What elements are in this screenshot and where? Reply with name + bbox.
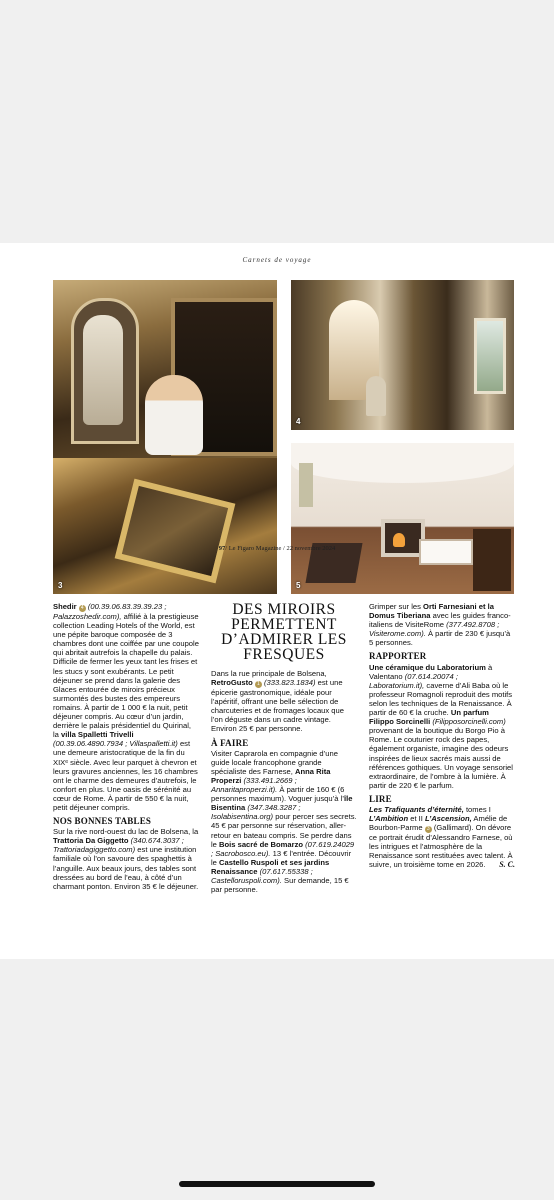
section-heading-rapporter: RAPPORTER: [369, 651, 427, 662]
author-signature: S. C.: [499, 860, 515, 870]
article-column-1: [53, 602, 199, 891]
bisentina-text: pour percer ses secrets. 45 € par personne sur réservation, aller-retour en bateau compris. Se perdre dans le: [211, 812, 357, 849]
magazine-page: [0, 243, 554, 959]
window: [299, 463, 313, 507]
section-heading-faire: À FAIRE: [211, 737, 249, 748]
shedir-name: Shedir: [53, 602, 77, 611]
seated-woman: [145, 375, 203, 455]
shedir-paragraph: [53, 602, 199, 812]
section-header: Carnets de voyage: [242, 256, 312, 264]
guide-name: Anna Rita Properzi: [211, 766, 331, 785]
tables-intro: Sur la rive nord-ouest du lac de Bolsena, la: [53, 827, 199, 837]
statue: [83, 315, 123, 425]
orti-contact: (377.492.8708 ; Visiterome.com).: [369, 620, 500, 639]
book-volume-2: L’Ascension,: [425, 814, 472, 824]
trattoria-text: est une institution familiale où l’on savoure des spaghettis à l’anguille. Aux beaux jours, des tables sont dressées au bord de l’eau, à côté d’un charmant ponton. Environ 35 € le déjeuner.: [53, 845, 199, 891]
pull-quote-headline: DES MIROIRS PERMETTENT D’ADMIRER LES FRESQUES: [221, 601, 347, 663]
section-heading-tables: NOS BONNES TABLES: [53, 816, 152, 827]
ruspoli-name: Castello Ruspoli et ses jardins Renaissance: [211, 857, 330, 876]
retrogusto-paragraph: [211, 669, 357, 734]
faire-paragraph: [211, 749, 357, 895]
shedir-contact: (00.39.06.83.39.39.23 ; Palazzoshedir.com),: [53, 602, 167, 621]
photo-number: 3: [58, 581, 63, 590]
voguer-intro: Voguer jusqu’à l’: [288, 794, 344, 804]
villa-intro: Au cœur d’un jardin, derrière le palais présidentiel du Quirinal, la: [53, 712, 192, 740]
photo-number: 5: [296, 581, 301, 590]
map-marker-icon: 1: [255, 681, 262, 688]
orti-price: À partir de 230 € jusqu’à 5 personnes.: [369, 629, 511, 648]
ceramique-loc: à Valentano: [369, 662, 493, 681]
ceramique-name: Une céramique du Laboratorium: [369, 662, 486, 672]
orti-intro: Grimper sur les: [369, 602, 421, 611]
bomarzo-name: Bois sacré de Bomarzo: [219, 839, 304, 849]
bisentina-name: île Bisentina: [211, 794, 353, 813]
faire-intro: Visiter Caprarola en compagnie d’une guide locale francophone grande spécialiste des Farnese,: [211, 748, 338, 776]
guide-text: À partir de 160 € (6 personnes maximum).: [211, 785, 345, 804]
section-heading-lire: LIRE: [369, 793, 392, 804]
retro-intro: Dans la rue principale de Bolsena,: [211, 669, 327, 678]
shedir-text: affilié à la prestigieuse collection Leading Hotels of the World, est une pépite baroque composée de 3 chambres dont une coiffée par une coupole qui abritait autrefois la chapelle du palais. Difficile de fermer les yeux tant les frises et les stucs y sont exubérants. Le petit déjeuner se prend dans la galerie des Glaces entourée de miroirs précieux surmontés des bustes des empereurs romains. À partir de 1 000 € la nuit, petit déjeuner compris.: [53, 612, 199, 722]
orti-paragraph: [369, 602, 515, 647]
guide-contact: (333.491.2669 ; Annaritaproperzi.it).: [211, 775, 297, 795]
villa-text: est une demeure aristocratique de la fin du XIXᵉ siècle. Avec leur parquet à chevron et leurs gravures anciennes, les 16 chambres ont le charme des demeures d’autrefois, le confort en plus. Une oasis de sérénité au cœur de Rome. À partir de 550 € la nuit, petit déjeuner compris.: [53, 739, 198, 812]
marble-bust: [366, 376, 386, 416]
parfum-name: Un parfum Filippo Sorcinelli: [369, 708, 489, 727]
wooden-cabinet: [473, 529, 511, 591]
map-marker-icon: 4: [79, 605, 86, 612]
villa-name: villa Spalletti Trivelli: [61, 730, 134, 740]
lire-paragraph: [369, 805, 515, 870]
home-indicator[interactable]: [179, 1181, 375, 1187]
lire-author: Amélie de Bourbon-Parme: [369, 814, 508, 833]
photo-gallery-corridor: [291, 280, 514, 430]
retro-text: est une épicerie gastronomique, idéale pour l’apéritif, offrant une belle sélection de charcuteries et de fromages locaux que l’on déguste dans un cadre vintage. Environ 25 € par personne.: [211, 678, 344, 734]
lire-publisher: (Gallimard).: [433, 823, 474, 833]
ceramique-contact: (07.614.20074 ; Laboratorium.it),: [369, 671, 458, 690]
lire-and: et II: [410, 814, 423, 824]
photo-bedroom: [291, 443, 514, 594]
bed: [419, 539, 473, 565]
photo-number: 4: [296, 417, 301, 426]
ceramique-text: caverne d’Ali Baba où le professeur Romagnoli reproduit des motifs selon les techniques de la Renaissance. À partir de 60 € la cruche.: [369, 680, 513, 718]
bomarzo-text: 13 € l’entrée. Découvrir le: [211, 848, 352, 867]
footer-text: / Le Figaro Magazine / 22 novembre 2024: [225, 545, 336, 552]
page-number: 97: [218, 545, 226, 552]
bisentina-contact: (347.348.3287 ; Isolabisentina.org): [211, 803, 301, 822]
lire-text-2: On dévore ce portrait érudit d’Alessandro Farnese, où les intrigues et l’atmosphère de la Renaissance sont restituées avec talent. À suivre, un troisième tome en 2026.: [369, 823, 513, 870]
parfum-text: provenant de la boutique du Borgo Pio à Rome. Le couturier rock des papes, également organiste, imagine des odeurs inspirées de lieux sacrés mais aussi de références gothiques. Un voyage sensoriel extraordinaire, de l’ombre à la lumière. À partir de 220 € le parfum.: [369, 726, 513, 790]
tables-paragraph: [53, 827, 199, 891]
lire-text: tomes I: [465, 804, 491, 814]
map-marker-icon: 3: [425, 826, 432, 833]
article-column-3: [369, 602, 515, 870]
book-volume-1: L’Ambition: [369, 814, 409, 824]
window: [474, 318, 506, 394]
orti-name: Orti Farnesiani et la Domus Tiberiana: [369, 602, 494, 621]
trattoria-contact: (340.674.3037 ; Trattoriadagiggetto.com): [53, 836, 184, 855]
parfum-contact: (Filipposorcinelli.com): [432, 717, 506, 727]
page-footer: [0, 545, 554, 552]
rapporter-paragraph: [369, 663, 515, 790]
orti-text: avec les guides franco-italiens de VisiteRome: [369, 611, 511, 630]
bomarzo-contact: (07.619.24029 ; Sacrobosco.eu).: [211, 839, 355, 858]
trattoria-name: Trattoria Da Giggetto: [53, 836, 129, 846]
article-column-2: [211, 602, 357, 894]
retro-contact: (333.823.1834): [264, 678, 316, 688]
retro-name: RetroGusto: [211, 678, 253, 688]
ruspoli-text: Sur demande, 15 € par personne.: [211, 875, 349, 895]
vaulted-ceiling: [291, 443, 514, 483]
villa-contact: (00.39.06.4890.7934 ; Villaspalletti.it): [53, 739, 178, 749]
ruspoli-contact: (07.617.55338 ; Castelloruspoli.com).: [211, 866, 313, 885]
book-title: Les Trafiquants d’éternité,: [369, 804, 464, 814]
